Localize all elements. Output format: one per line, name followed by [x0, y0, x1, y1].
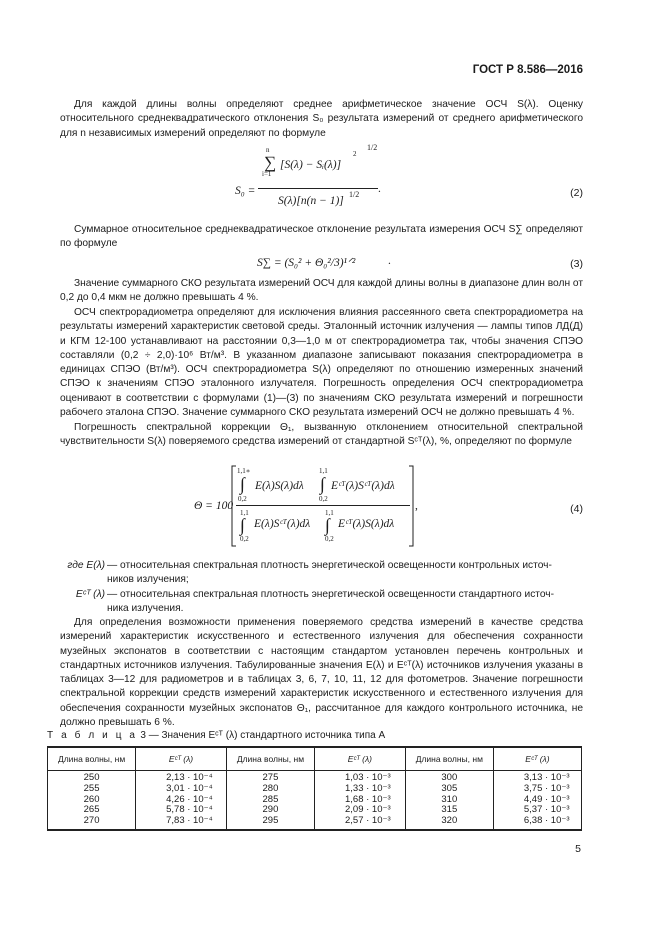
table-header-cell: Eᶜᵀ (λ) — [314, 747, 405, 771]
eq4-int3-body: E(λ)Sᶜᵀ(λ)dλ — [254, 518, 311, 530]
eq2-tail: . — [378, 183, 381, 195]
table-cell: 4,49 · 10⁻³ — [523, 793, 570, 805]
table-cell: 1,68 · 10⁻³ — [344, 793, 391, 805]
definitions-list — [47, 559, 587, 616]
table-cell: 6,38 · 10⁻³ — [523, 815, 570, 827]
table-header-row — [48, 747, 582, 771]
definition-term: где E(λ) — [67, 560, 105, 571]
eq3-body: S∑ = (S₀² + Θ₀²/3)¹ᐟ² — [257, 257, 356, 269]
table-cell: 315 — [441, 804, 458, 816]
definition-continuation: ника излучения. — [107, 602, 184, 614]
eq2-sum-top: n — [266, 146, 270, 154]
definition-continuation: ников излучения; — [107, 574, 189, 586]
table-header-cell: Длина волны, нм — [48, 747, 136, 771]
eq4-int2-sign: ∫ — [320, 474, 325, 494]
page-number: 5 — [575, 843, 581, 855]
table-cell: 3,13 · 10⁻³ — [523, 772, 570, 783]
paragraph-spectroradiometer: ОСЧ спектрорадиометра определяют для исключения влияния рассеянного света спектрорадиометра на результаты измерений характеристик световой среды. Эталонный источник излучения — лампы типов ЛД(Д) и КГМ 12-100 устанавливают на расстоянии 0,3—1,0 м от спектрорадиометра так, чтобы значения СПЭО составляли (0,2 ÷ 2,0)·10⁶ Вт/м³. В указанном диапазоне записывают показания спектрорадиометра в единицах СПЭО (Вт/м³). ОСЧ спектрорадиометра S(λ) определяют по отношению измеренных значений СПЭО к значениям СПЭО эталонного излучателя. Погрешность определения ОСЧ спектрорадиометра оценивают в соответствии с формулами (1)—(3) по значениям СКО результата измерений и погрешности рабочего эталона СПЭО. Значение суммарного СКО результата измерений ОСЧ не должно превышать 4 %. — [60, 307, 583, 419]
table-column-wavelength — [405, 771, 493, 830]
paragraph-mean-value: Для каждой длины волны определяют среднее арифметическое значение ОСЧ S(λ). Оценку относительного среднеквадратического отклонения S₀ результата измерений от среднего арифметического для n независимых измерений определяют по формуле — [60, 99, 583, 139]
eq4-int1-body: E(λ)S(λ)dλ — [255, 480, 304, 492]
paragraph-sko-limit: Значение суммарного СКО результата измерений ОСЧ для каждой длины волны в диапазоне длин волн от 0,2 до 0,4 мкм не должно превышать 4 %. — [60, 278, 584, 304]
table-cell: 250 — [83, 772, 100, 783]
eq4-int4-sign: ∫ — [325, 515, 330, 535]
eq4-int2-upper: 1,1 — [319, 467, 328, 475]
table-caption — [47, 730, 385, 741]
table-cell: 1,33 · 10⁻³ — [344, 782, 391, 794]
table-cell: 310 — [441, 793, 458, 805]
table-cell: 5,37 · 10⁻³ — [523, 804, 570, 816]
table-header-cell: Eᶜᵀ (λ) — [493, 747, 581, 771]
table-cell: 275 — [262, 772, 279, 783]
eq4-number: (4) — [570, 503, 583, 515]
eq4-int2-lower: 0,2 — [319, 495, 328, 503]
table-cell: 270 — [83, 815, 100, 827]
eq2-number: (2) — [570, 187, 583, 199]
eq3-tail: . — [388, 255, 391, 267]
table-body-row — [48, 771, 582, 830]
paragraph-total-deviation: Суммарное относительное среднеквадратическое отклонение результата измерения ОСЧ S∑ определяют по формуле — [60, 224, 583, 250]
definition-item — [47, 588, 587, 602]
eq4-int3-sign: ∫ — [240, 515, 245, 535]
table-cell: 3,01 · 10⁻⁴ — [166, 782, 213, 794]
definition-item — [47, 559, 587, 573]
eq4-fraction-bar — [236, 505, 410, 506]
paragraph-museum-sources: Для определения возможности применения поверяемого средства измерений в качестве средства измерений характеристик искусственного и естественного излучения для обеспечения сохранности музейных экспонатов в соответствии с настоящим стандартом установлен перечень контрольных и стандартных источников излучения. Табулированные значения E(λ) и Eᶜᵀ(λ) источников излучения указаны в таблицах 3—12 для радиометров и в таблицах 3, 6, 7, 10, 11, 12 для фотометров. Значение погрешности спектральной коррекции средств измерений характеристик искусственного и естественного излучения для обеспечения сохранности музейных экспонатов Θ₁, рассчитанное для каждого контрольного источника, не должно превышать 6 %. — [60, 617, 583, 729]
table-header-cell: Длина волны, нм — [405, 747, 493, 771]
definition-text: — относительная спектральная плотность энергетической освещенности стандартного источ- — [107, 588, 555, 600]
table-caption-label: Т а б л и ц а — [47, 730, 138, 741]
eq4-lhs: Θ = 100 — [194, 500, 234, 512]
table-cell: 2,13 · 10⁻⁴ — [166, 772, 213, 783]
eq4-int4-upper: 1,1 — [325, 509, 334, 517]
eq2-num-body: [S(λ) − Sᵢ(λ)] — [280, 159, 342, 171]
table-column-value — [136, 771, 227, 830]
eq4-int4-body: Eᶜᵀ(λ)S(λ)dλ — [338, 518, 395, 530]
eq2-exp-half: 1/2 — [367, 143, 378, 152]
table-column-wavelength — [226, 771, 314, 830]
eq2-den-exp: 1/2 — [349, 190, 360, 199]
table-caption-text: 3 — Значения Eᶜᵀ (λ) стандартного источника типа А — [140, 730, 386, 741]
table-cell: 3,75 · 10⁻³ — [523, 782, 570, 794]
table-cell: 290 — [262, 804, 279, 816]
table-column-wavelength — [48, 771, 136, 830]
table-cell: 260 — [83, 793, 100, 805]
table-header-cell: Длина волны, нм — [226, 747, 314, 771]
eq2-lhs: S₀ = — [235, 185, 256, 197]
table-column-value — [314, 771, 405, 830]
definition-term: Eᶜᵀ (λ) — [75, 588, 105, 600]
table-cell: 4,26 · 10⁻⁴ — [166, 793, 213, 805]
table-column-value — [493, 771, 581, 830]
eq4-int1-upper: 1,1∗ — [237, 467, 251, 475]
eq4-int1-sign: ∫ — [240, 474, 245, 494]
table-cell: 1,03 · 10⁻³ — [344, 772, 391, 783]
table-cell: 2,09 · 10⁻³ — [344, 804, 391, 816]
table-cell: 5,78 · 10⁻⁴ — [166, 804, 213, 816]
table-cell: 7,83 · 10⁻⁴ — [166, 815, 213, 827]
table-cell: 265 — [83, 804, 100, 816]
eq4-int3-lower: 0,2 — [240, 535, 249, 543]
paragraph-spectral-correction: Погрешность спектральной коррекции Θ₁, вызванную отклонением относительной спектральной чувствительности S(λ) поверяемого средства измерений от стандартной Sᶜᵀ(λ), %, определяют по формуле — [60, 422, 583, 448]
table-cell: 2,57 · 10⁻³ — [344, 815, 391, 827]
eq4-tail: , — [415, 500, 418, 512]
source-a-table — [47, 746, 582, 831]
eq3-number: (3) — [570, 258, 583, 270]
table-cell: 280 — [262, 782, 279, 794]
eq2-den-body: S(λ)[n(n − 1)] — [278, 195, 344, 207]
eq4-int3-upper: 1,1 — [240, 509, 249, 517]
eq4-int1-lower: 0,2 — [238, 495, 247, 503]
table-header-cell: Eᶜᵀ (λ) — [136, 747, 227, 771]
table-cell: 295 — [262, 815, 279, 827]
definition-text: — относительная спектральная плотность энергетической освещенности контрольных источ- — [107, 560, 552, 571]
table-cell: 255 — [83, 782, 100, 794]
table-cell: 305 — [441, 782, 458, 794]
standard-header: ГОСТ Р 8.586—2016 — [472, 64, 583, 76]
table-cell: 300 — [441, 772, 458, 783]
table-cell: 320 — [441, 815, 458, 827]
eq4-int2-body: Eᶜᵀ(λ)Sᶜᵀ(λ)dλ — [331, 480, 395, 492]
eq2-sigma: ∑ — [264, 153, 277, 172]
eq2-square: 2 — [353, 150, 357, 158]
table-cell: 285 — [262, 793, 279, 805]
eq2-sum-bottom: i=1 — [262, 170, 272, 178]
eq4-int4-lower: 0,2 — [325, 535, 334, 543]
